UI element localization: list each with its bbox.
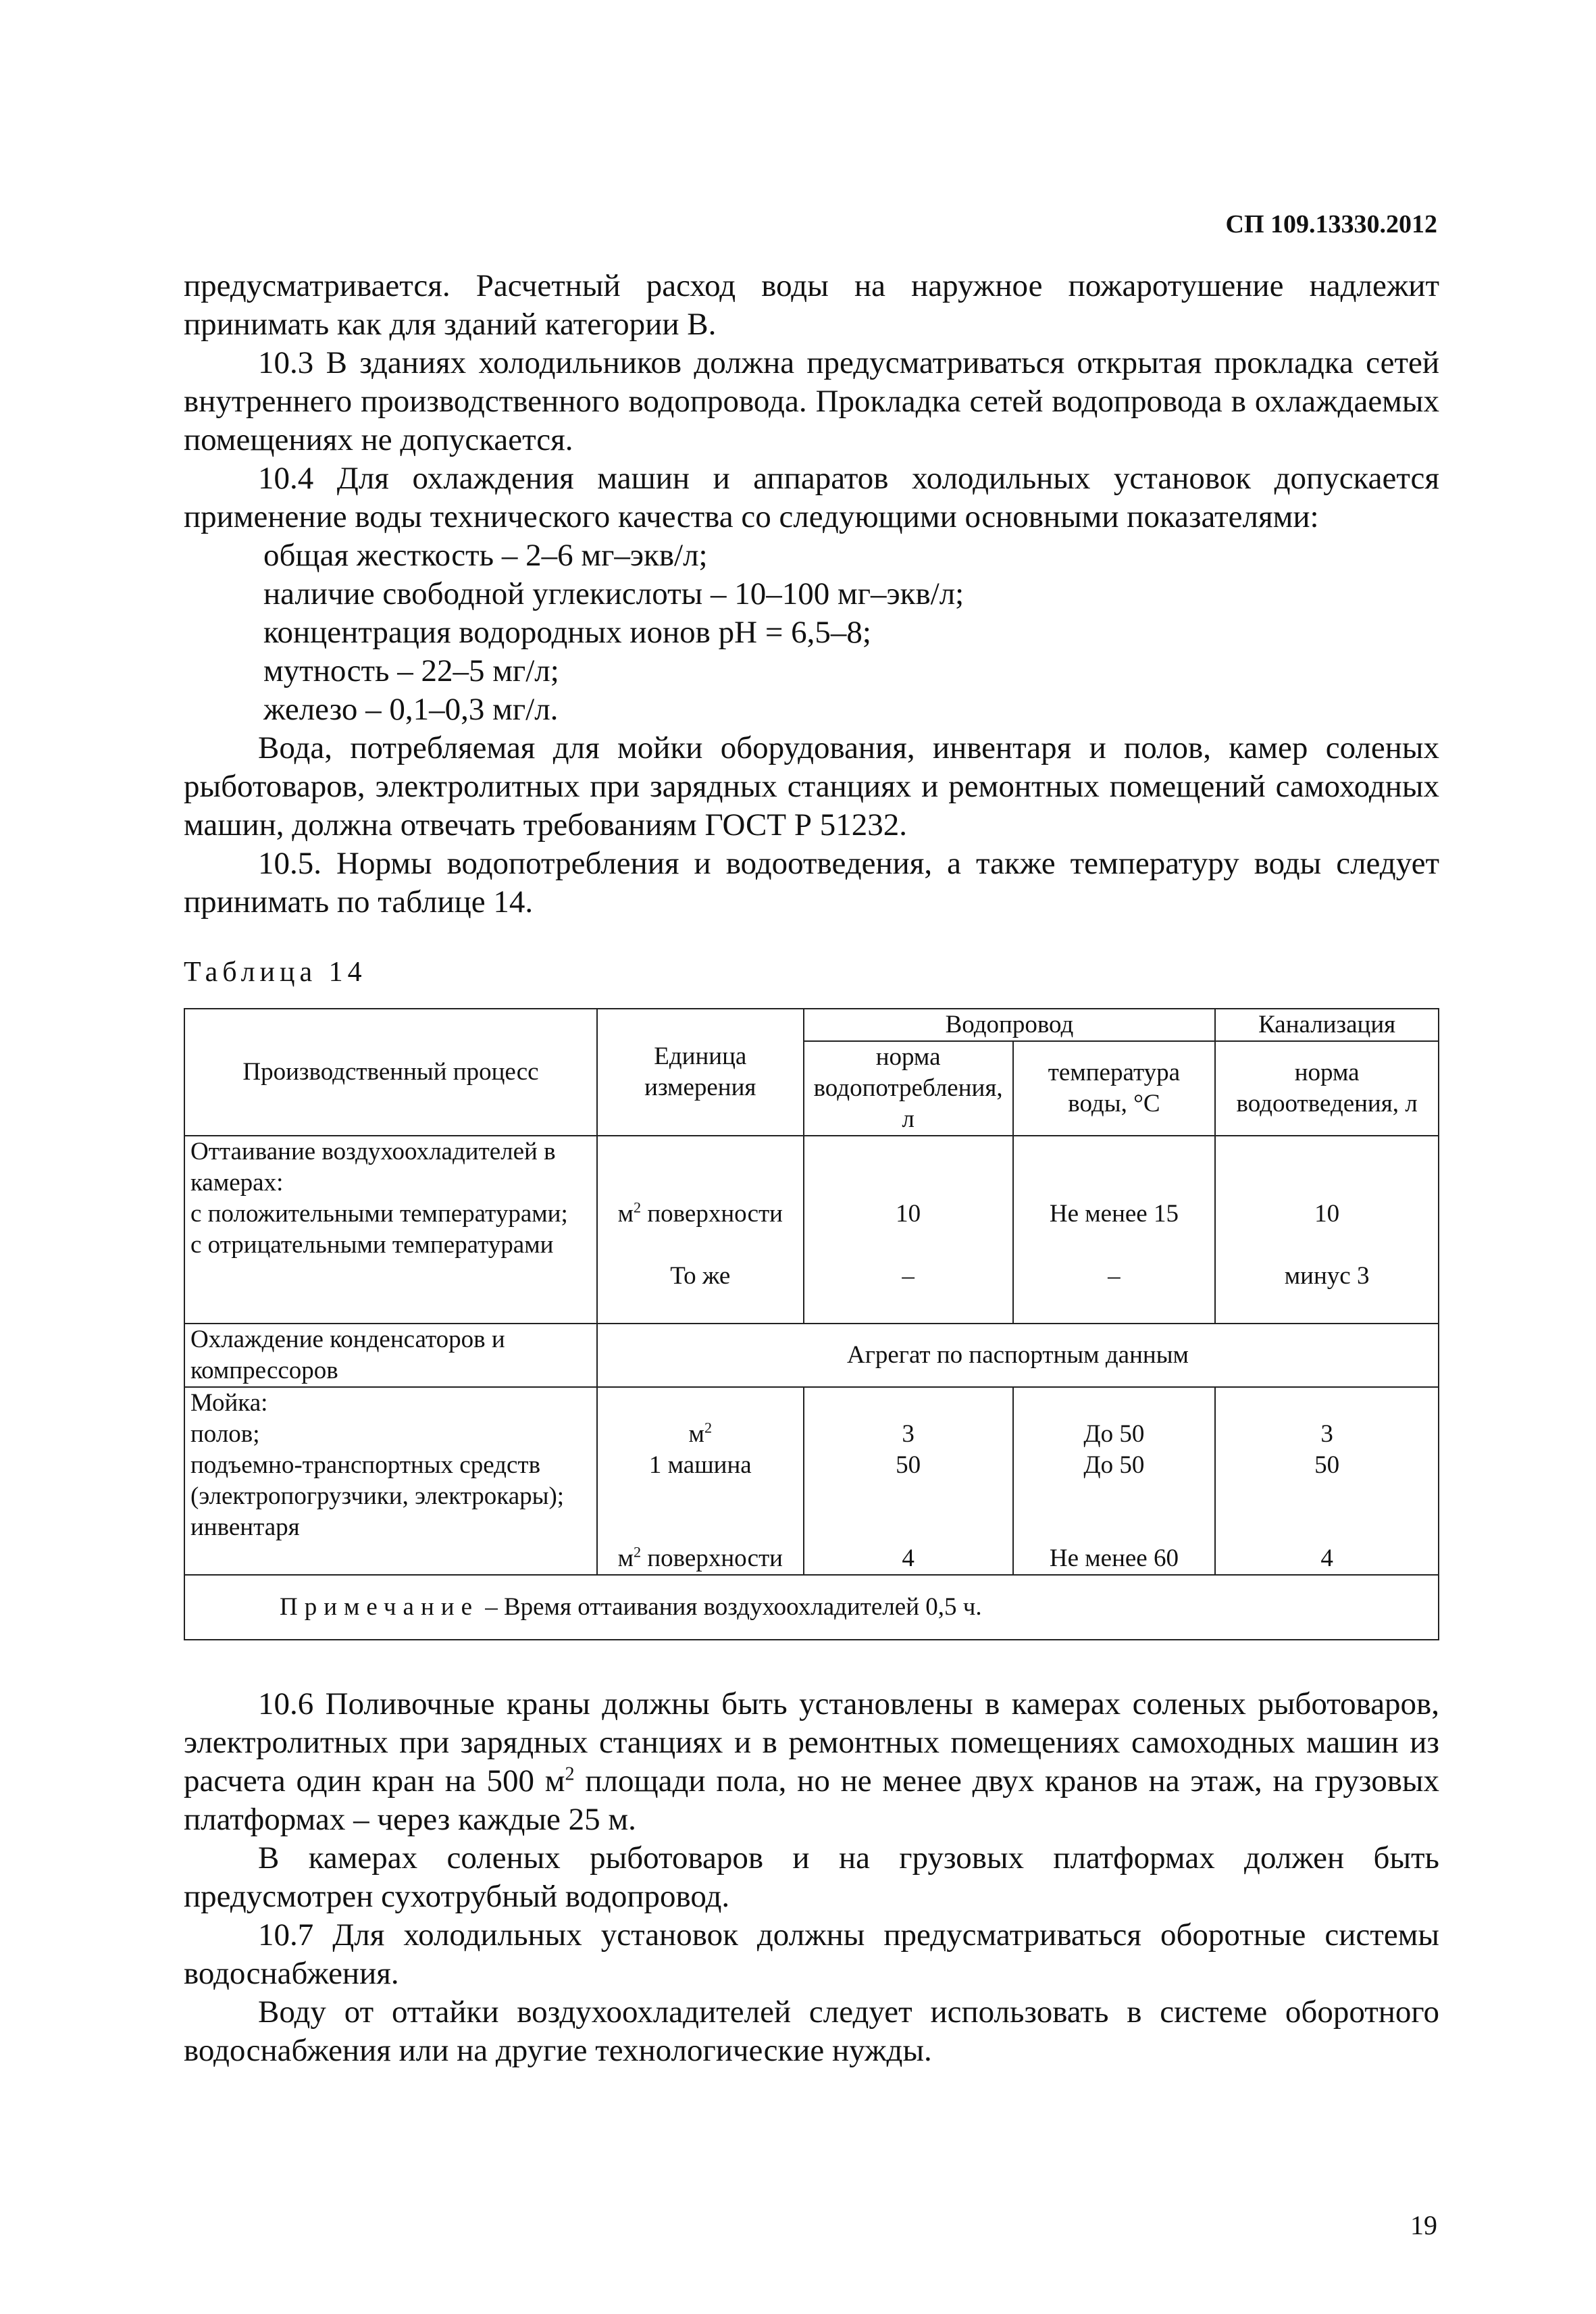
unit-sup: 2 xyxy=(634,1543,642,1561)
value-cell: 10 xyxy=(1314,1200,1340,1228)
unit-cell xyxy=(603,1419,798,1450)
text-span: площади пола, но не менее двух кранов на этаж, на грузовых платформах – через каждые 25 м. xyxy=(184,1763,1439,1837)
page-number: 19 xyxy=(1410,2210,1437,2240)
paragraph: предусматривается. Расчетный расход воды на наружное пожаротушение надлежит принимать как для зданий категории В. xyxy=(184,268,1439,342)
unit-text: м xyxy=(617,1200,634,1228)
unit-cell: 1 машина xyxy=(648,1451,752,1479)
value-cell: 10 xyxy=(896,1200,921,1228)
value-cell: – xyxy=(1108,1262,1121,1290)
header-temperature: температура воды, °С xyxy=(1013,1041,1216,1136)
table-note-row xyxy=(184,1575,1439,1640)
unit-cell xyxy=(603,1199,798,1230)
value-cell: 3 xyxy=(902,1420,915,1448)
paragraph-10-3: 10.3 В зданиях холодильников должна предусматриваться открытая прокладка сетей внутреннего производственного водопровода. Прокладка сетей водопровода в охлаждаемых помещениях не допускается. xyxy=(184,345,1439,457)
header-water-supply: Водопровод xyxy=(804,1009,1216,1041)
header-disposal: норма водоотведения, л xyxy=(1215,1041,1439,1136)
text-span: 10.6 Поливочные краны должны быть установлены в камерах соленых рыботоваров, электролитных при зарядных станциях и в ремонтных помещениях самоходных машин из расчета один кран на 500 м xyxy=(184,1686,1439,1799)
value-cell: Не менее 60 xyxy=(1049,1544,1179,1572)
cell-text: Охлаждение конденсаторов и компрессоров xyxy=(184,1324,597,1387)
list-item: мутность – 22–5 мг/л; xyxy=(263,653,559,688)
list-item: концентрация водородных ионов рН = 6,5–8; xyxy=(263,615,871,650)
value-cell: 4 xyxy=(1320,1544,1333,1572)
table-row xyxy=(184,1387,1439,1575)
note-text: – Время оттаивания воздухоохладителей 0,5 ч. xyxy=(479,1593,982,1621)
cell-text: полов; xyxy=(190,1420,260,1448)
unit-text: поверхности xyxy=(647,1544,783,1572)
unit-text: м xyxy=(617,1544,634,1572)
paragraph: В камерах соленых рыботоваров и на грузовых платформах должен быть предусмотрен сухотрубный водопровод. xyxy=(184,1840,1439,1914)
unit-sup: 2 xyxy=(634,1199,642,1216)
superscript: 2 xyxy=(565,1763,575,1785)
value-cell: минус 3 xyxy=(1284,1262,1370,1290)
unit-text: поверхности xyxy=(647,1200,783,1228)
paragraph-water-quality: Вода, потребляемая для мойки оборудования, инвентаря и полов, камер соленых рыботоваров, электролитных при зарядных станциях и ремонтных помещений самоходных машин, должна отвечать требованиям ГОСТ Р 51232. xyxy=(184,730,1439,842)
value-cell: 3 xyxy=(1320,1420,1333,1448)
cell-text: с отрицательными температурами xyxy=(190,1231,554,1259)
paragraph-10-5: 10.5. Нормы водопотребления и водоотведения, а также температуру воды следует принимать по таблице 14. xyxy=(184,846,1439,920)
paragraph-10-4: 10.4 Для охлаждения машин и аппаратов холодильных установок допускается применение воды технического качества со следующими основными показателями: xyxy=(184,461,1439,534)
value-cell: – xyxy=(902,1262,915,1290)
unit-text: м xyxy=(688,1420,704,1448)
note-label: Примечание xyxy=(280,1593,479,1621)
value-cell: Не менее 15 xyxy=(1049,1200,1179,1228)
document-code: СП 109.13330.2012 xyxy=(1225,210,1437,238)
list-item: общая жесткость – 2–6 мг–экв/л; xyxy=(263,538,708,573)
paragraph-10-6 xyxy=(184,1685,1439,1839)
header-unit: Единица измерения xyxy=(597,1009,804,1136)
cell-text: Оттаивание воздухоохладителей в камерах: xyxy=(190,1138,556,1197)
value-cell: 4 xyxy=(902,1544,915,1572)
cell-text: Мойка: xyxy=(190,1389,268,1417)
value-cell: До 50 xyxy=(1083,1451,1145,1479)
outro-text xyxy=(184,1685,1439,2070)
table-row xyxy=(184,1324,1439,1387)
list-item: наличие свободной углекислоты – 10–100 мг–экв/л; xyxy=(263,576,964,611)
paragraph: Воду от оттайки воздухоохладителей следует использовать в системе оборотного водоснабжения или на другие технологические нужды. xyxy=(184,1994,1439,2068)
value-cell: До 50 xyxy=(1083,1420,1145,1448)
header-consumption: норма водопотребления, л xyxy=(804,1041,1013,1136)
intro-text xyxy=(184,267,1439,922)
cell-text: инвентаря xyxy=(190,1513,300,1541)
header-process: Производственный процесс xyxy=(184,1009,597,1136)
value-cell: 50 xyxy=(896,1451,921,1479)
cell-text: подъемно-транспортных средств (электропогрузчики, электрокары); xyxy=(190,1451,565,1510)
header-sewerage: Канализация xyxy=(1215,1009,1439,1041)
table-row xyxy=(184,1136,1439,1324)
value-cell: 50 xyxy=(1314,1451,1340,1479)
merged-cell: Агрегат по паспортным данным xyxy=(597,1324,1439,1387)
unit-sup: 2 xyxy=(704,1419,713,1436)
paragraph-10-7: 10.7 Для холодильных установок должны предусматриваться оборотные системы водоснабжения. xyxy=(184,1917,1439,1991)
water-norms-table xyxy=(184,1008,1439,1640)
list-item: железо – 0,1–0,3 мг/л. xyxy=(263,692,559,727)
cell-text: с положительными температурами; xyxy=(190,1200,568,1228)
unit-cell: То же xyxy=(670,1262,731,1290)
unit-cell xyxy=(603,1543,798,1574)
table-caption: Таблица 14 xyxy=(184,957,367,988)
